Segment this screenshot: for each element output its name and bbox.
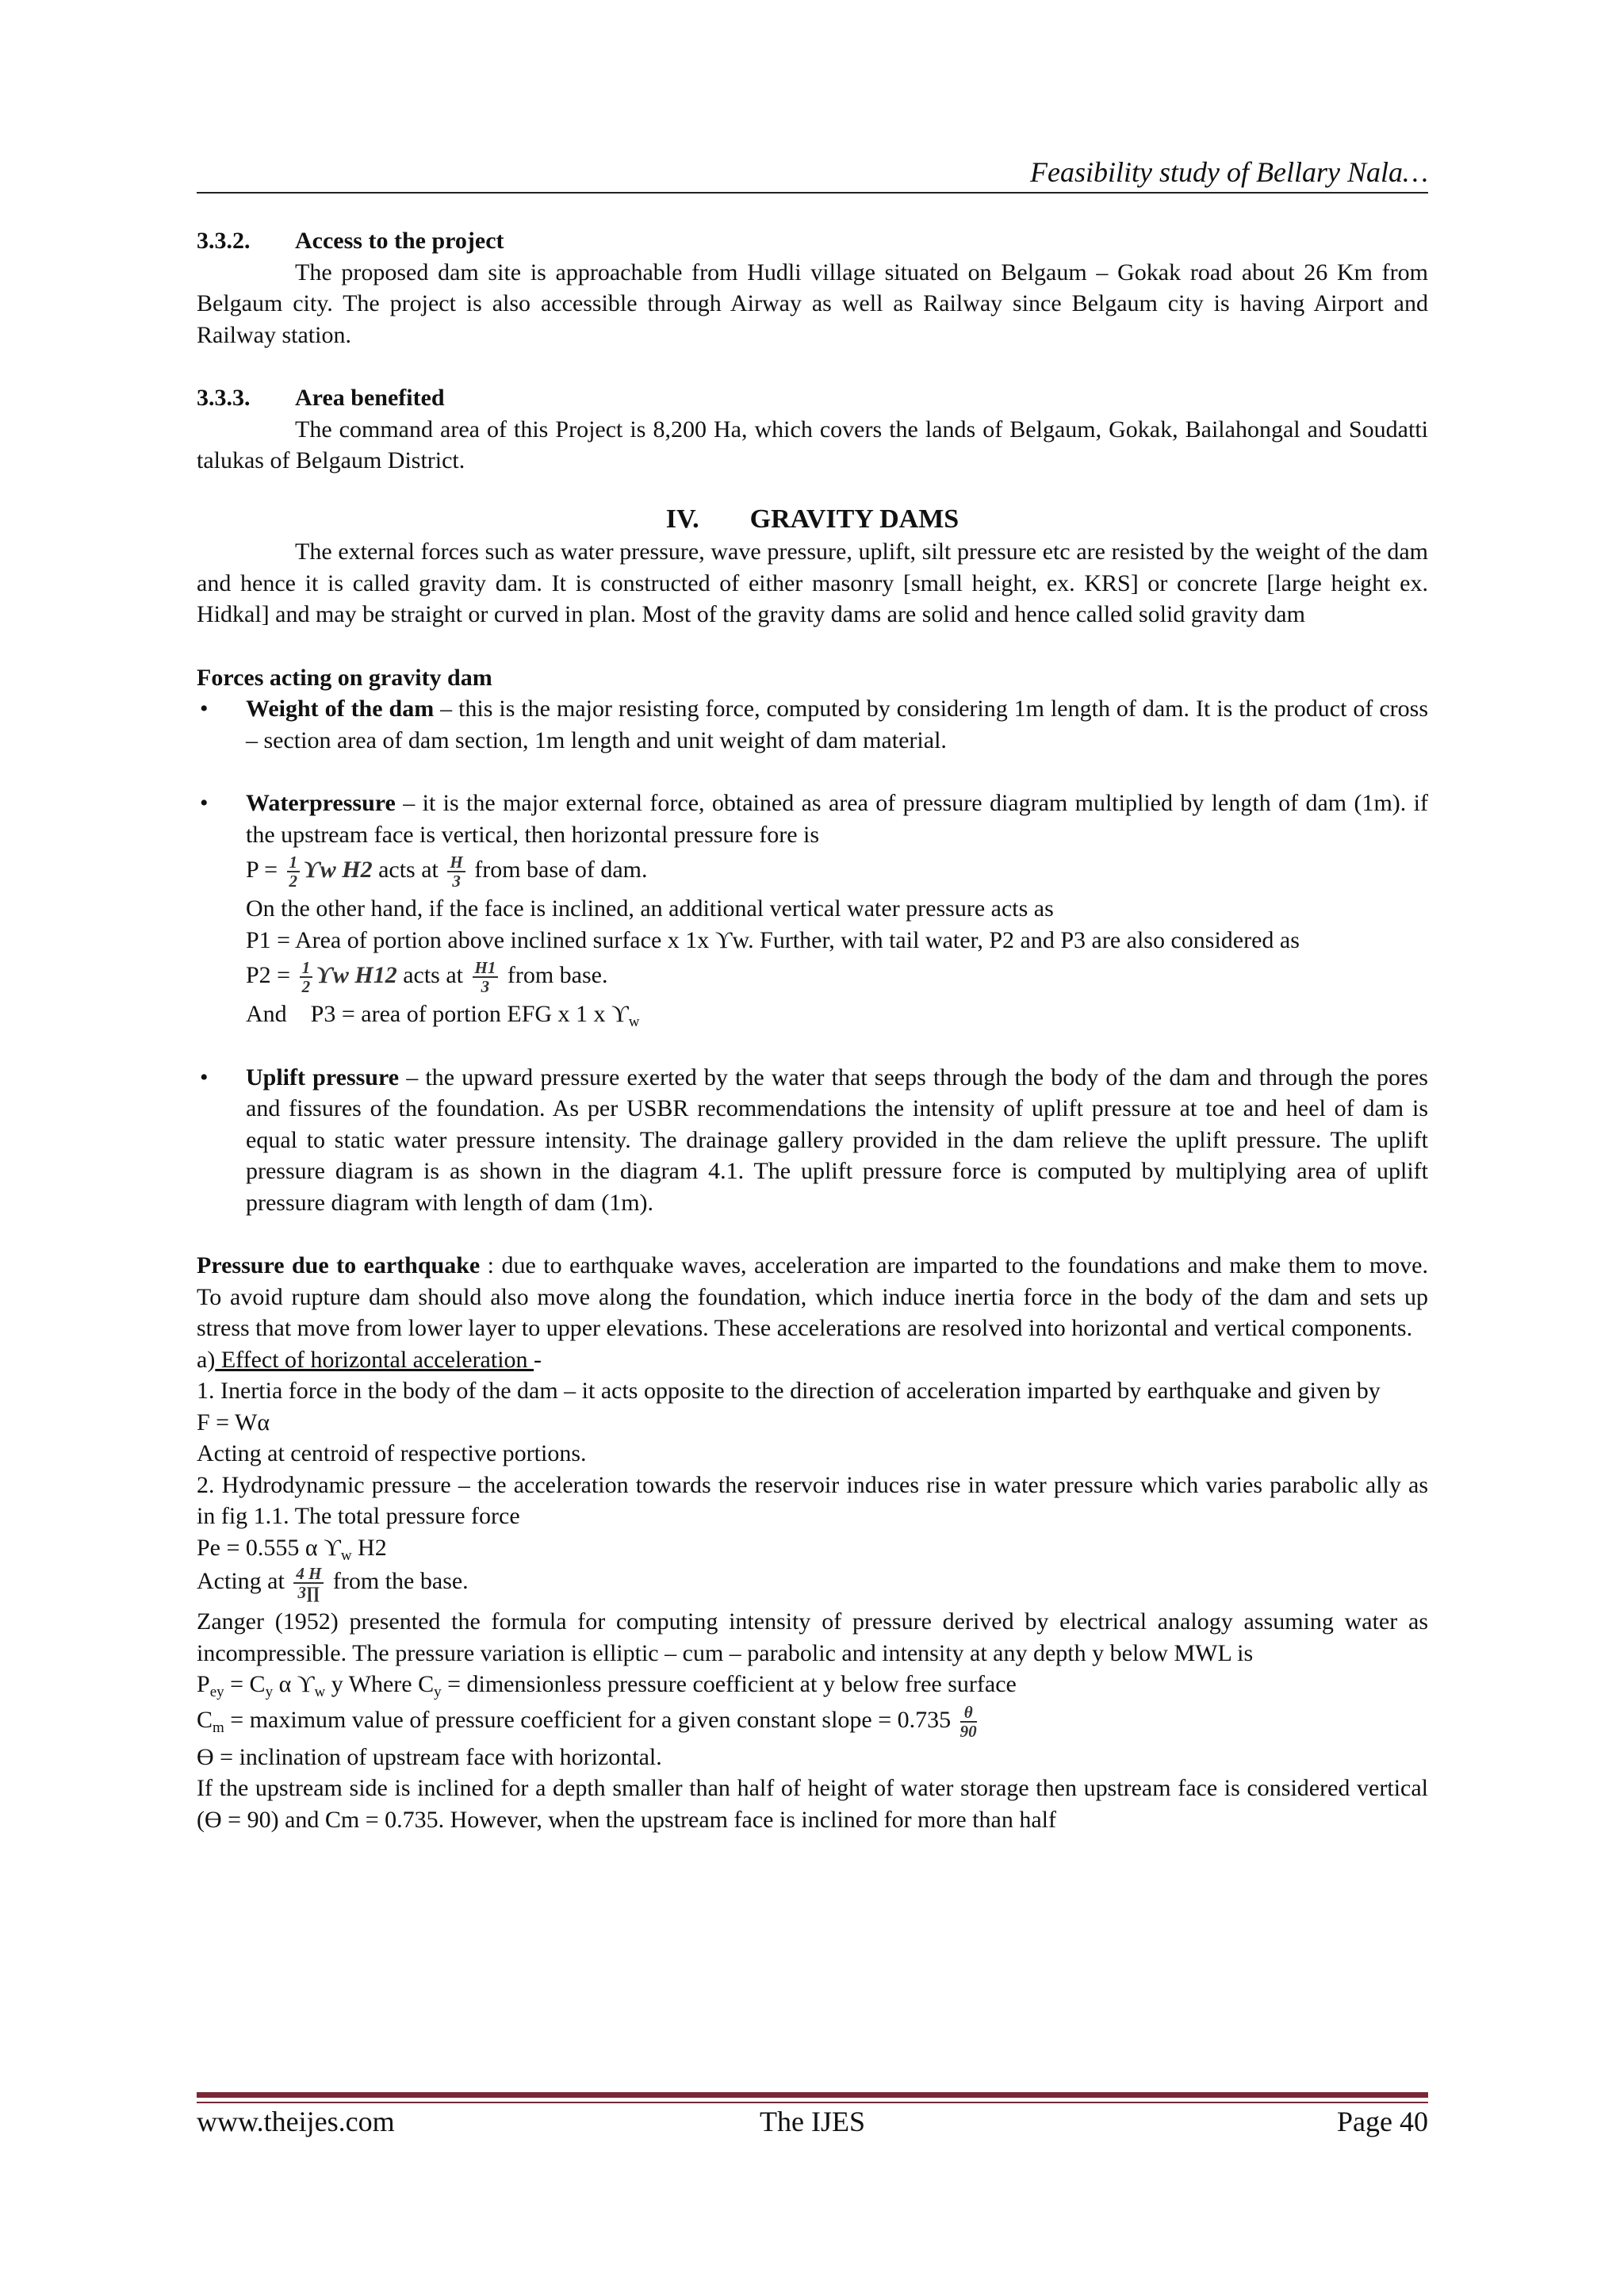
fraction-h1-over-3: $\frac{H1}{3}$	[473, 959, 499, 995]
forces-heading: Forces acting on gravity dam	[197, 664, 492, 691]
equation-f: F = Wα	[197, 1409, 270, 1435]
section-title: Area benefited	[295, 385, 445, 411]
text-inertia: 1. Inertia force in the body of the dam – it acts opposite to the direction of acceleration imparted by earthquake and given by	[197, 1378, 1381, 1404]
list-item-weight	[197, 693, 1428, 756]
paragraph-access: The proposed dam site is approachable from Hudli village situated on Belgaum – Gokak road about 26 Km from Belgaum city. The project is also accessible through Airway as well as Railway since Belgaum city is having Airport and Railway station.	[197, 259, 1428, 348]
forces-list	[197, 788, 1428, 1030]
forces-list	[197, 1062, 1428, 1219]
subheading-horizontal-acceleration: a) Effect of horizontal acceleration -	[197, 1346, 542, 1373]
roman-numeral: IV.	[665, 504, 699, 534]
text-upstream-inclined: If the upstream side is inclined for a depth smaller than half of height of water storage then upstream face is considered vertical (Ɵ = 90) and Cm = 0.735. However, when the upstream face is inclined for more than half	[197, 1775, 1428, 1833]
text-acting-centroid: Acting at centroid of respective portions.	[197, 1440, 587, 1466]
fraction-half: $\frac{1}{2}$	[300, 959, 313, 995]
equation-pe: Pe = 0.555 α $ϒ_w$ H2	[197, 1534, 387, 1564]
fraction-theta-over-90: $\frac{\theta}{90}$	[959, 1702, 977, 1741]
text-zanger: Zanger (1952) presented the formula for computing intensity of pressure derived by electrical analogy assuming water as incompressible. The pressure variation is elliptic – cum – parabolic and intensity at any depth y below MWL is	[197, 1608, 1428, 1666]
term-earthquake: Pressure due to earthquake	[197, 1252, 481, 1278]
equation-pey: $P_{ey} = C_y$ α $ϒ_w$ y Where $C_y$ = dimensionless pressure coefficient at y below free surface	[197, 1671, 1017, 1700]
section-number: 3.3.2.	[197, 228, 251, 254]
paragraph-area: The command area of this Project is 8,200 Ha, which covers the lands of Belgaum, Gokak, Bailahongal and Soudatti talukas of Belgaum District.	[197, 416, 1428, 473]
term-water: Waterpressure	[246, 790, 396, 816]
equation-acting-at: Acting at $\frac{4 H}{3\prod}$ from the base.	[197, 1564, 469, 1602]
equation-p3: And P3 = area of portion EFG x 1 x $ϒ_w$	[246, 1001, 640, 1030]
footer-journal: The IJES	[760, 2106, 865, 2137]
section-heading-3-3-3	[197, 382, 1428, 414]
text-weight: – this is the major resisting force, computed by considering 1m length of dam. It is the product of cross – section area of dam section, 1m length and unit weight of dam material.	[246, 696, 1428, 753]
footer-rule	[197, 2092, 1428, 2103]
running-title: Feasibility study of Bellary Nala…	[1030, 156, 1428, 188]
equation-p2: P2 = $\frac{1}{2}$ ϒw H12 acts at $\frac{H1}{3}$ from base.	[246, 958, 608, 996]
text-theta: Ɵ = inclination of upstream face with horizontal.	[197, 1743, 662, 1770]
term-weight: Weight of the dam	[246, 696, 435, 722]
paragraph-earthquake: Pressure due to earthquake : due to earthquake waves, acceleration are imparted to the foundations and make them to move. To avoid rupture dam should also move along the foundation, which induce inertia force in the body of the dam and sets up stress that move from lower layer to upper elevations. These accelerations are resolved into horizontal and vertical components.	[197, 1252, 1428, 1341]
page-footer	[197, 2105, 1428, 2143]
footer-page-number: Page 40	[1337, 2106, 1428, 2137]
section-heading-gravity-dams	[197, 504, 1428, 535]
text-inclined: On the other hand, if the face is inclined, an additional vertical water pressure acts as	[246, 895, 1054, 922]
header-rule	[197, 192, 1428, 194]
fraction-half: $\frac{1}{2}$	[287, 853, 301, 890]
section-number: 3.3.3.	[197, 385, 251, 411]
paragraph-gravity-intro: The external forces such as water pressure, wave pressure, uplift, silt pressure etc are resisted by the weight of the dam and hence it is called gravity dam. It is constructed of either masonry [small height, ex. KRS] or concrete [large height ex. Hidkal] and may be straight or curved in plan. Most of the gravity dams are solid and hence called solid gravity dam	[197, 539, 1428, 627]
text-p1: P1 = Area of portion above inclined surface x 1x ϒw. Further, with tail water, P2 and P3 are also considered as	[246, 926, 1300, 953]
section-heading-3-3-2	[197, 225, 1428, 257]
text-hydrodynamic: 2. Hydrodynamic pressure – the acceleration towards the reservoir induces rise in water pressure which varies parabolic ally as in fig 1.1. The total pressure force	[197, 1471, 1428, 1529]
heading-text: GRAVITY DAMS	[749, 504, 959, 534]
fraction-h-over-3: $\frac{H}{3}$	[447, 853, 465, 890]
paper-page	[197, 0, 1428, 2296]
section-title: Access to the project	[295, 228, 504, 254]
forces-list	[197, 693, 1428, 756]
fraction-4h-over-3pi: $\frac{4 H}{3\prod}$	[293, 1565, 324, 1601]
equation-cm: $C_m$ = maximum value of pressure coefficient for a given constant slope = 0.735 $\frac{\theta}{90}$	[197, 1702, 977, 1741]
text-water: – it is the major external force, obtained as area of pressure diagram multiplied by length of dam (1m). if the upstream face is vertical, then horizontal pressure fore is	[246, 790, 1428, 848]
page-body	[197, 225, 1428, 1835]
list-item-uplift	[197, 1062, 1428, 1219]
text-uplift: – the upward pressure exerted by the water that seeps through the body of the dam and through the pores and fissures of the foundation. As per USBR recommendations the intensity of uplift pressure at toe and heel of dam is equal to static water pressure intensity. The drainage gallery provided in the dam relieve the uplift pressure. The uplift pressure diagram is as shown in the diagram 4.1. The uplift pressure force is computed by multiplying area of uplift pressure diagram with length of dam (1m).	[246, 1064, 1428, 1216]
footer-website: www.theijes.com	[197, 2106, 395, 2137]
equation-p: P = $\frac{1}{2}$ ϒw H2 acts at $\frac{H}{3}$ from base of dam.	[246, 853, 648, 891]
term-uplift: Uplift pressure	[246, 1064, 400, 1091]
list-item-water	[197, 788, 1428, 1030]
